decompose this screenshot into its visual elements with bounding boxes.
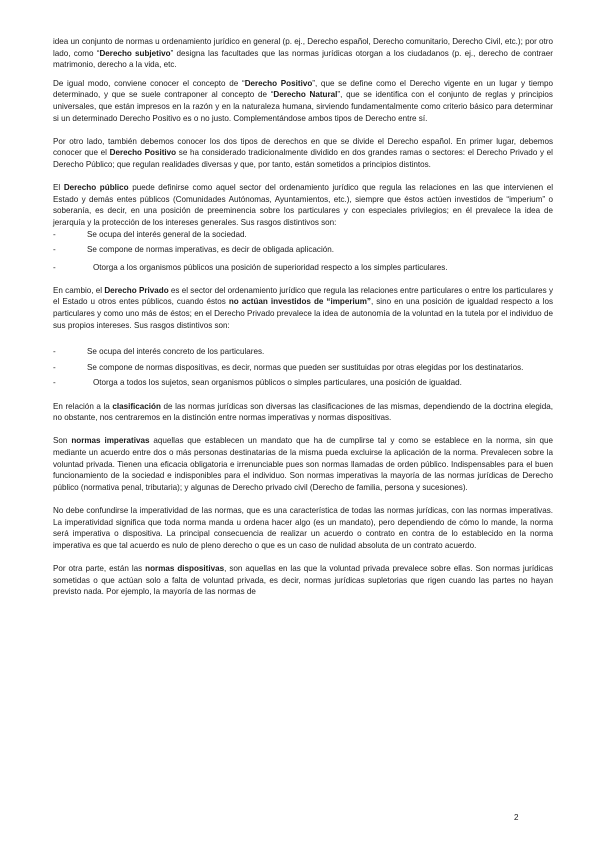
paragraph-derecho-objetivo-subjetivo: idea un conjunto de normas u ordenamiento jurídico en general (p. ej., Derecho español, Derecho comunitario, Derecho Civil, etc.); por otro lado, como “Derecho subjetivo” designa las facultades que las normas jurídicas otorgan a los ciudadanos (p. ej., derecho de contraer matrimonio, derecho a la vida, etc. [53,37,553,70]
paragraph-derecho-publico: El Derecho público puede definirse como aquel sector del ordenamiento jurídico que regula las relaciones en las que intervienen el Estado y demás entes públicos (Comunidades Autónomas, Ayuntamientos, etc.), siempre que éstos actúen investidos de “imperium” o soberanía, es decir, en una posición de preeminencia sobre los particulares y con especiales privilegios; en él prevalece la idea de jerarquía y la protección de los intereses generales. Sus rasgos distintivos son: [53,183,554,227]
document-body [53,36,553,609]
term-derecho-publico: Derecho público [63,183,129,193]
list-item: - Otorga a todos los sujetos, sean organismos públicos o simples particulares, una posición de igualdad. [53,378,462,388]
list-rasgos-derecho-privado [53,346,553,389]
term-derecho-positivo: Derecho Positivo [244,78,313,88]
term-normas-dispositivas: normas dispositivas [145,563,225,573]
paragraph-normas-imperativas: Son normas imperativas aquellas que establecen un mandato que ha de cumplirse tal y como se establece en la norma, sin que mediante un acuerdo entre dos o más personas destinatarias de la misma pueda excluirse la aplicación de la norma. Prevalecen sobre la voluntad privada. Tienen una eficacia obligatoria e irrenunciable pues son normas llamadas de orden público. Indispensables para el buen funcionamiento de la sociedad e indisponibles para el individuo. Son normas imperativas la mayoría de las normas jurídicas de Derecho público (normativa penal, tributaria); y algunas de Derecho privado civil (Derecho de familia, persona y sucesiones). [53,436,553,492]
term-derecho-natural: Derecho Natural [273,90,338,100]
term-derecho-privado: Derecho Privado [104,285,169,295]
list-rasgos-derecho-publico [53,229,553,274]
term-normas-imperativas: normas imperativas [71,436,150,446]
page-number: 2 [514,813,519,822]
paragraph-imperatividad: No debe confundirse la imperatividad de las normas, que es una característica de todas las normas jurídicas, con las normas imperativas. La imperatividad significa que toda norma manda u ordena hacer algo (es un mandato), pero dependiendo de cómo lo mande, la norma será imperativa o dispositiva. La principal consecuencia de realizar un acuerdo o contrato en contra de lo establecido en la norma imperativa es que tal acuerdo es nulo de pleno derecho o que es un caso de nulidad absoluta de un contrato acuerdo. [53,505,553,550]
paragraph-derecho-positivo-natural: De igual modo, conviene conocer el concepto de “Derecho Positivo”, que se define como el Derecho vigente en un lugar y tiempo determinado, y que se suele contraponer al concepto de “Derecho Natural”, que se identifica con el conjunto de reglas y principios universales, que están impresos en la razón y en la naturaleza humana, sirviendo fundamentalmente como criterio básico para determinar si un determinado Derecho Positivo es o no justo. Complementándose ambos tipos de Derecho entre sí. [53,78,553,123]
paragraph-normas-dispositivas: Por otra parte, están las normas dispositivas, son aquellas en las que la voluntad privada prevalece sobre ellas. Son normas jurídicas sometidas o que actúan solo a falta de voluntad privada, es decir, normas jurídicas supletorias que rigen cuando las partes no hayan previsto nada. Por ejemplo, la mayoría de las normas de [53,563,553,597]
list-item: - Se compone de normas dispositivas, es decir, normas que pueden ser sustituidas por otras elegidas por los destinatarios. [53,362,524,372]
paragraph-derecho-privado: En cambio, el Derecho Privado es el sector del ordenamiento jurídico que regula las relaciones entre particulares o entre los particulares y el Estado u otros entes públicos, cuando éstos no actúan investidos de “imperium”, sino en una posición de igualdad respecto a los particulares y como uno más de éstos; en el Derecho Privado prevalece la idea de autonomía de la voluntad en la tutela por el individuo de sus propios intereses. Sus rasgos distintivos son: [53,285,553,330]
paragraph-clasificacion: En relación a la clasificación de las normas jurídicas son diversas las clasificaciones de las mismas, dependiendo de la doctrina elegida, no obstante, nos centraremos en la distinción entre normas imperativas y normas dispositivas. [53,401,553,423]
term-derecho-positivo-2: Derecho Positivo [109,148,177,158]
term-no-actuan-investidos: no actúan investidos de “imperium” [228,297,371,307]
list-item: - Otorga a los organismos públicos una posición de superioridad respecto a los simples particulares. [53,262,448,272]
term-clasificacion: clasificación [112,401,161,411]
term-derecho-subjetivo: Derecho subjetivo [99,48,171,58]
paragraph-ramas-del-derecho: Por otro lado, también debemos conocer los dos tipos de derechos en que se divide el Derecho español. En primer lugar, debemos conocer que el Derecho Positivo se ha considerado tradicionalmente dividido en dos grandes ramas o sectores: el Derecho Privado y el Derecho Público; que regulan realidades diversas y que, por tanto, están sometidos a principios distintos. [53,136,553,169]
list-item: - Se compone de normas imperativas, es decir de obligada aplicación. [53,245,334,255]
list-item: - Se ocupa del interés general de la sociedad. [53,229,247,239]
list-item: - Se ocupa del interés concreto de los particulares. [53,347,265,357]
